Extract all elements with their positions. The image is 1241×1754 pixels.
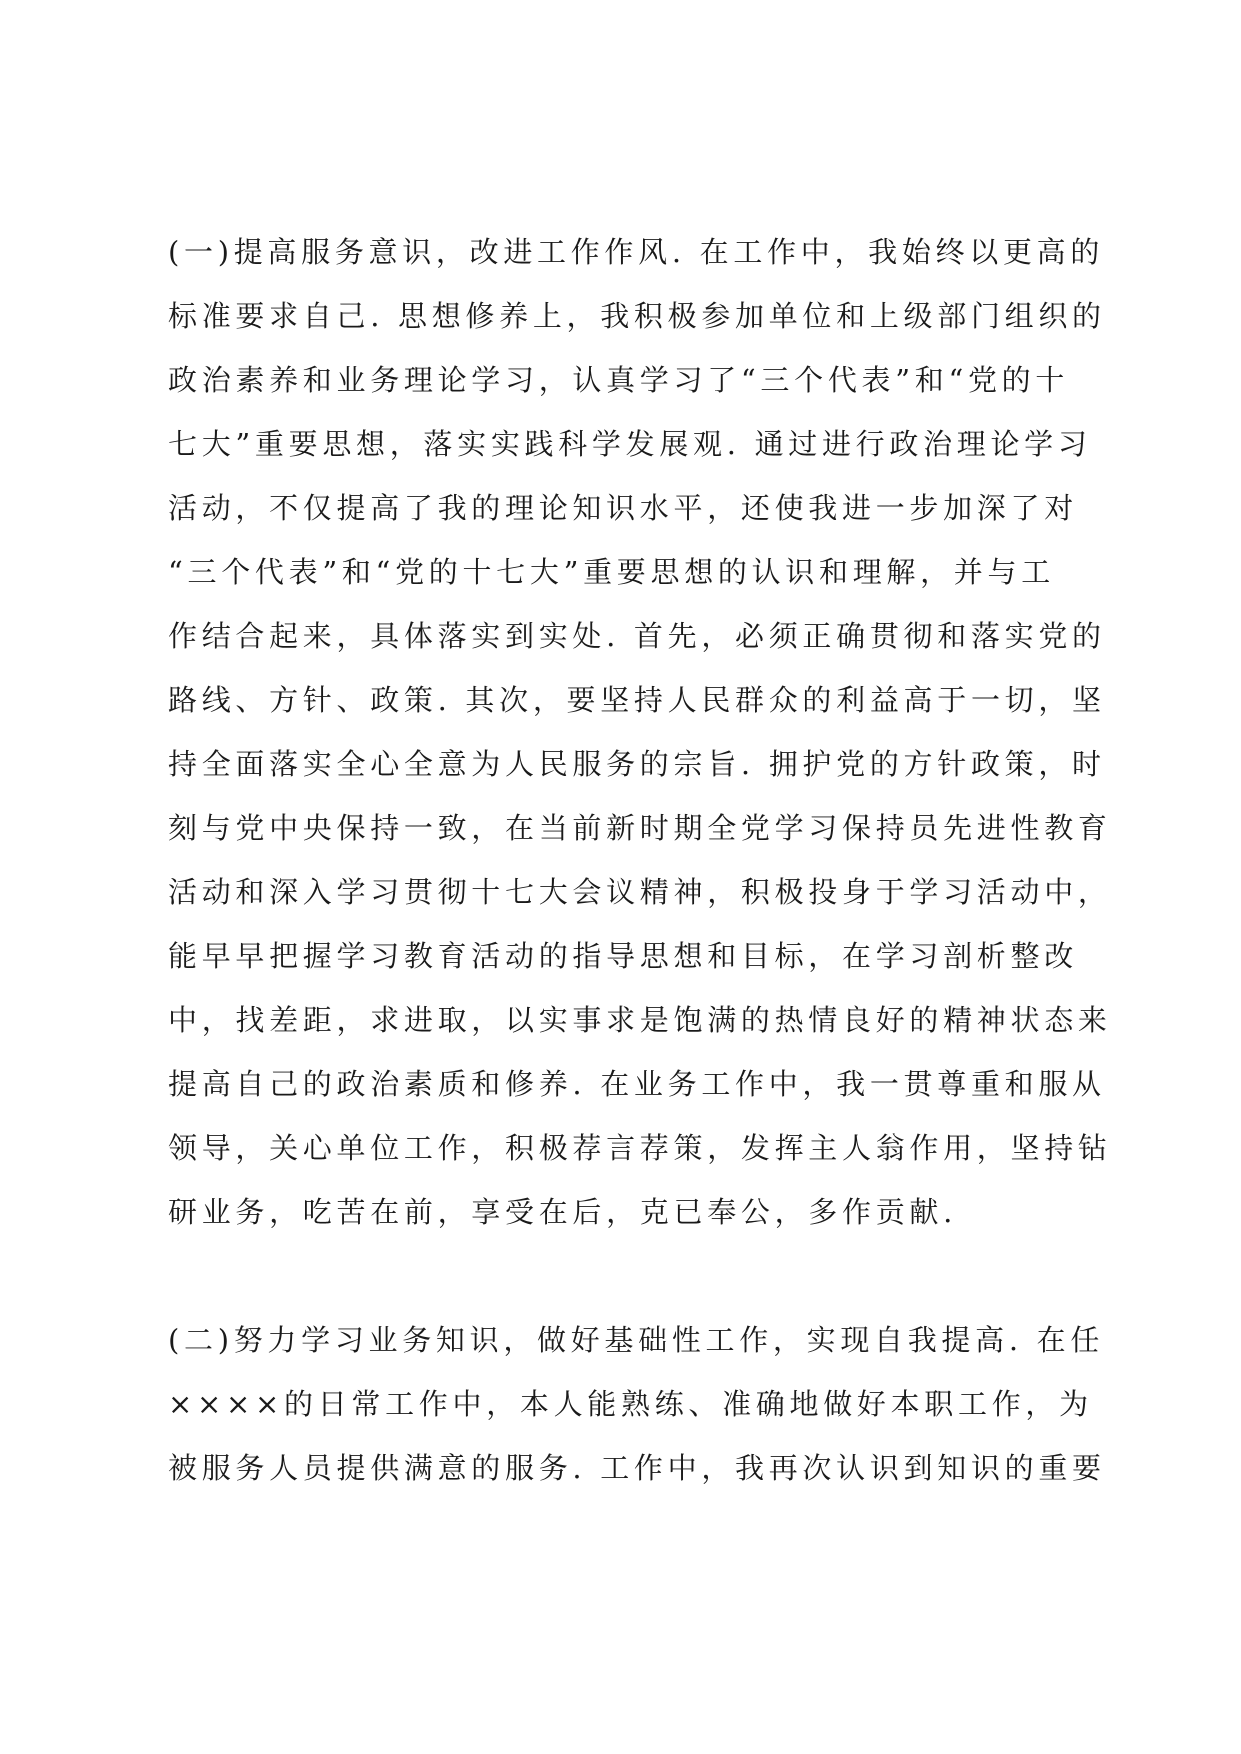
text-line: 提高自己的政治素质和修养. 在业务工作中，我一贯尊重和服从	[168, 1067, 1106, 1101]
text-line: 政治素养和业务理论学习，认真学习了“三个代表”和“党的十	[168, 363, 1070, 397]
text-line: 被服务人员提供满意的服务. 工作中，我再次认识到知识的重要	[168, 1451, 1106, 1485]
text-line: ××××的日常工作中，本人能熟练、准确地做好本职工作，为	[168, 1387, 1093, 1421]
text-line: 标准要求自己. 思想修养上，我积极参加单位和上级部门组织的	[168, 299, 1106, 333]
text-line: “三个代表”和“党的十七大”重要思想的认识和理解，并与工	[168, 555, 1055, 589]
text-line: 持全面落实全心全意为人民服务的宗旨. 拥护党的方针政策，时	[168, 747, 1106, 781]
text-line: 七大”重要思想，落实实践科学发展观. 通过进行政治理论学习	[168, 427, 1092, 461]
text-line: 刻与党中央保持一致，在当前新时期全党学习保持员先进性教育	[168, 811, 1112, 845]
paragraph-2	[168, 1308, 1106, 1500]
text-line: 研业务，吃苦在前，享受在后，克已奉公，多作贡献.	[168, 1195, 958, 1229]
text-line: 活动和深入学习贯彻十七大会议精神，积极投身于学习活动中，	[168, 875, 1112, 909]
text-line: (二)努力学习业务知识，做好基础性工作，实现自我提高. 在任	[168, 1323, 1105, 1357]
text-line: 能早早把握学习教育活动的指导思想和目标，在学习剖析整改	[168, 939, 1078, 973]
document-body	[168, 220, 1112, 1500]
text-line: 活动，不仅提高了我的理论知识水平，还使我进一步加深了对	[168, 491, 1078, 525]
paragraph-gap	[168, 1244, 1098, 1308]
text-line: 作结合起来，具体落实到实处. 首先，必须正确贯彻和落实党的	[168, 619, 1106, 653]
text-line: 领导，关心单位工作，积极荐言荐策，发挥主人翁作用，坚持钻	[168, 1131, 1112, 1165]
paragraph-1	[168, 220, 1112, 1244]
text-line: 路线、方针、政策. 其次，要坚持人民群众的利益高于一切，坚	[168, 683, 1106, 717]
text-line: 中，找差距，求进取，以实事求是饱满的热情良好的精神状态来	[168, 1003, 1112, 1037]
text-line: (一)提高服务意识，改进工作作风. 在工作中，我始终以更高的	[168, 235, 1105, 269]
